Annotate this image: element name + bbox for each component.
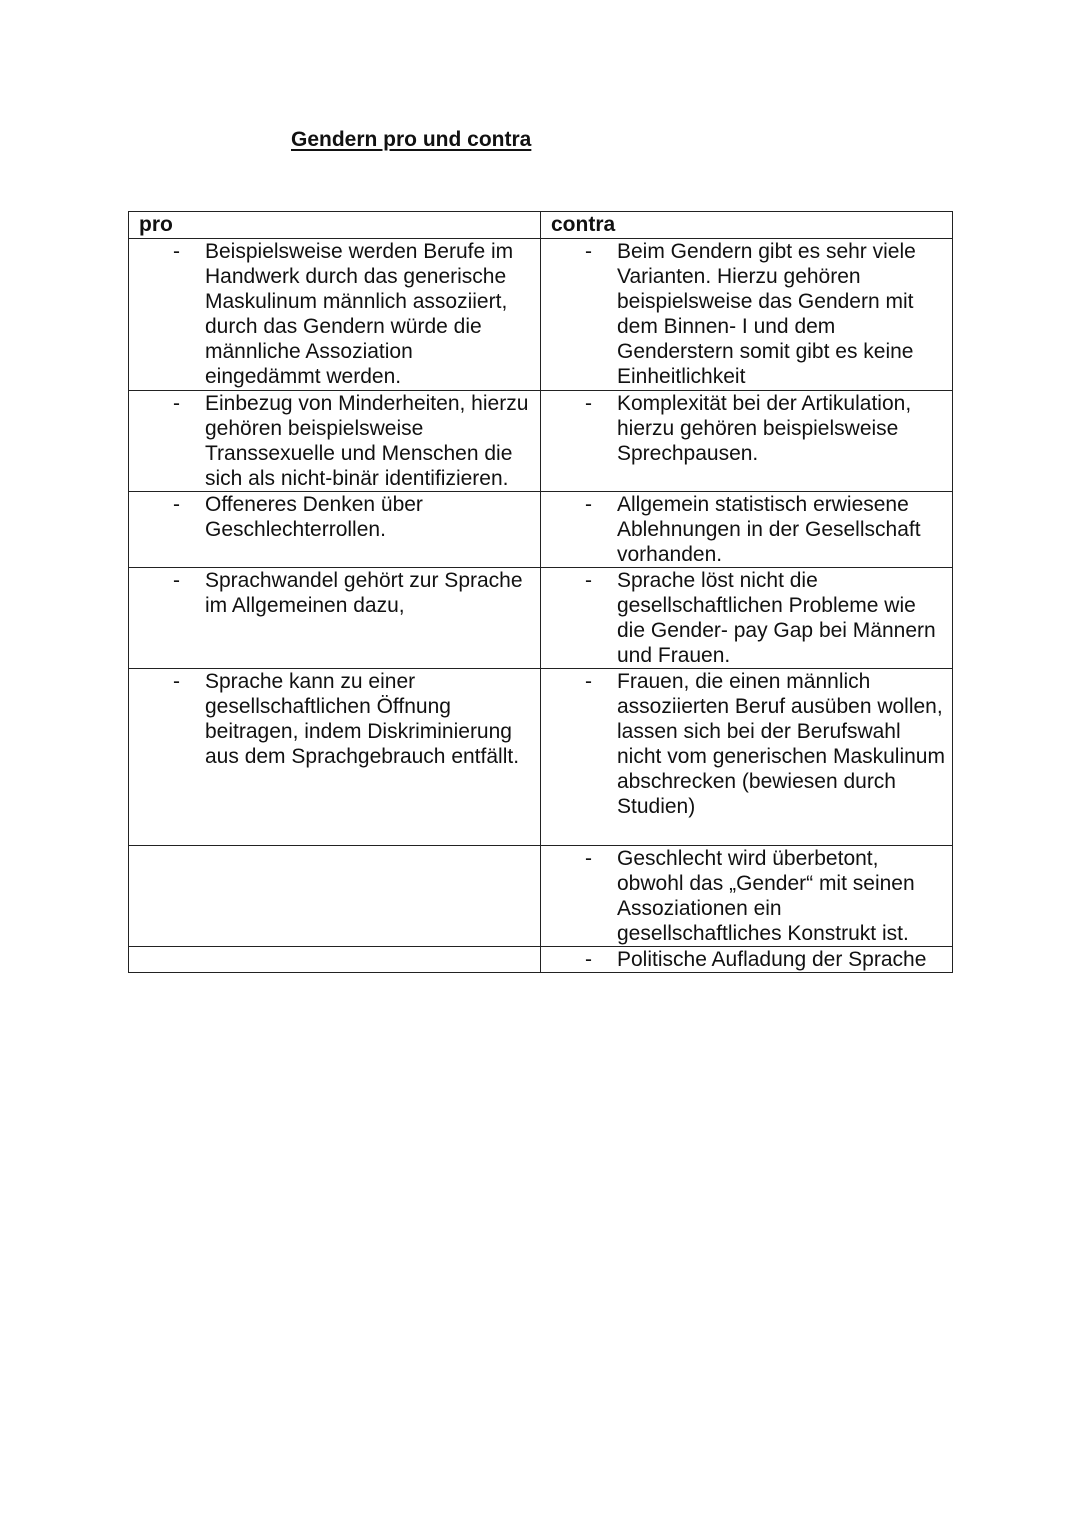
pro-column-header: pro	[129, 212, 541, 239]
contra-column-header: contra	[541, 212, 953, 239]
contra-text: Sprache löst nicht die gesellschaftlichen Probleme wie die Gender- pay Gap bei Männern und Frauen.	[617, 569, 936, 667]
bullet-dash: -	[173, 392, 180, 415]
table-row	[129, 669, 953, 846]
pro-text: Beispielsweise werden Berufe im Handwerk durch das generische Maskulinum männlich assoziiert, durch das Gendern würde die männliche Assoziation eingedämmt werden.	[205, 240, 514, 388]
contra-item	[541, 239, 952, 389]
bullet-dash: -	[585, 847, 592, 870]
contra-cell	[541, 239, 953, 391]
bullet-dash: -	[585, 569, 592, 592]
pro-item	[129, 669, 540, 769]
bullet-dash: -	[173, 240, 180, 263]
bullet-dash: -	[585, 240, 592, 263]
pro-text: Einbezug von Minderheiten, hierzu gehören beispielsweise Transsexuelle und Menschen die sich als nicht-binär identifizieren.	[205, 392, 529, 490]
contra-cell	[541, 947, 953, 973]
contra-cell	[541, 846, 953, 947]
contra-text: Beim Gendern gibt es sehr viele Varianten. Hierzu gehören beispielsweise das Gendern mit dem Binnen- I und dem Genderstern somit gibt es keine Einheitlichkeit	[617, 240, 916, 388]
contra-item	[541, 669, 952, 819]
pro-item	[129, 568, 540, 618]
contra-text: Frauen, die einen männlich assoziierten Beruf ausüben wollen, lassen sich bei der Berufswahl nicht vom generischen Maskulinum abschrecken (bewiesen durch Studien)	[617, 670, 945, 818]
pro-cell-empty	[129, 846, 541, 947]
contra-cell	[541, 669, 953, 846]
pro-cell	[129, 239, 541, 391]
bullet-dash: -	[585, 392, 592, 415]
contra-item	[541, 846, 952, 946]
bullet-dash: -	[173, 670, 180, 693]
table-row	[129, 492, 953, 568]
bullet-dash: -	[173, 569, 180, 592]
contra-text: Komplexität bei der Artikulation, hierzu gehören beispielsweise Sprechpausen.	[617, 392, 912, 465]
pro-cell	[129, 492, 541, 568]
table-row	[129, 947, 953, 973]
table-row	[129, 846, 953, 947]
contra-text: Politische Aufladung der Sprache	[617, 948, 927, 971]
contra-item	[541, 492, 952, 567]
bullet-dash: -	[585, 670, 592, 693]
document-title: Gendern pro und contra	[291, 128, 532, 151]
pro-cell	[129, 669, 541, 846]
pro-cell-empty	[129, 947, 541, 973]
contra-item	[541, 568, 952, 668]
contra-cell	[541, 492, 953, 568]
contra-cell	[541, 391, 953, 492]
pro-item	[129, 391, 540, 491]
contra-text: Allgemein statistisch erwiesene Ablehnungen in der Gesellschaft vorhanden.	[617, 493, 921, 566]
table-row	[129, 239, 953, 391]
contra-item	[541, 391, 952, 466]
pro-text: Sprache kann zu einer gesellschaftlichen Öffnung beitragen, indem Diskriminierung aus dem Sprachgebrauch entfällt.	[205, 670, 520, 768]
pro-cell	[129, 391, 541, 492]
table-row	[129, 568, 953, 669]
bullet-dash: -	[173, 493, 180, 516]
pro-item	[129, 492, 540, 542]
table-header-row	[129, 212, 953, 239]
pro-contra-table	[128, 211, 953, 973]
table-row	[129, 391, 953, 492]
bullet-dash: -	[585, 948, 592, 971]
contra-item	[541, 947, 952, 972]
contra-cell	[541, 568, 953, 669]
pro-cell	[129, 568, 541, 669]
pro-item	[129, 239, 540, 389]
pro-text: Sprachwandel gehört zur Sprache im Allgemeinen dazu,	[205, 569, 523, 617]
pro-text: Offeneres Denken über Geschlechterrollen.	[205, 493, 423, 541]
contra-text: Geschlecht wird überbetont, obwohl das „Gender“ mit seinen Assoziationen ein gesellschaftliches Konstrukt ist.	[617, 847, 915, 945]
bullet-dash: -	[585, 493, 592, 516]
